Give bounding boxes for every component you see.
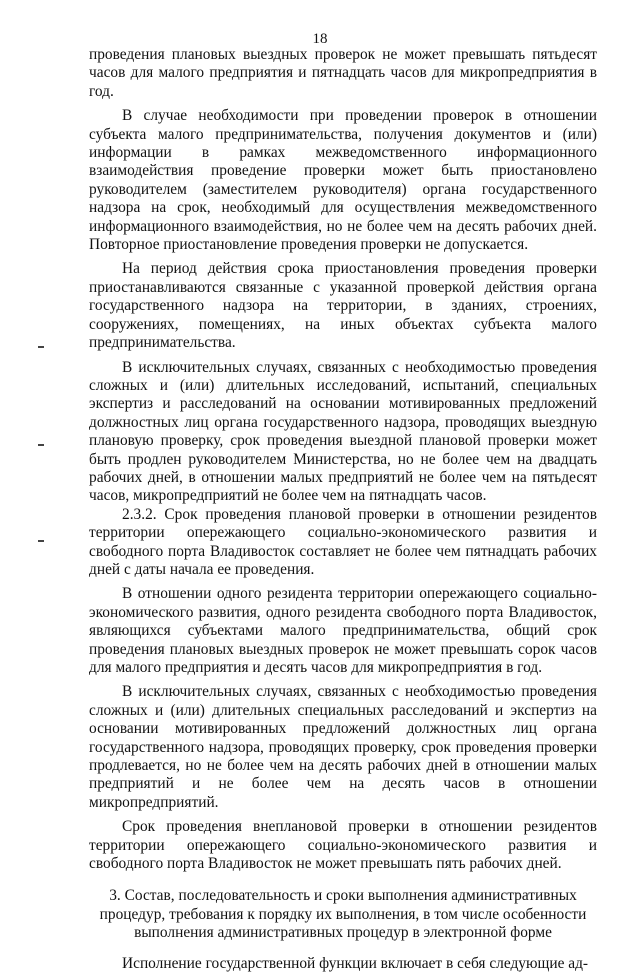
document-body <box>89 46 597 973</box>
margin-mark <box>38 444 44 446</box>
margin-mark <box>38 346 44 348</box>
page-number: 18 <box>312 31 328 47</box>
paragraph: На период действия срока приостановления проведения проверки приостанавливаются связанные с указанной проверкой действия органа государственного надзора на территории, в зданиях, строениях, сооружениях, помещениях, на иных объектах субъекта малого предпринимательства. <box>89 260 597 352</box>
paragraph: В отношении одного резидента территории опережающего социально-экономического развития, одного резидента свободного порта Владивосток, являющихся субъектами малого предпринимательства, общий срок проведения плановых выездных проверок не может превышать сорок часов для малого предприятия и десять часов для микропредприятия в год. <box>89 585 597 676</box>
paragraph: 2.3.2. Срок проведения плановой проверки в отношении резидентов территории опережающего социально-экономического развития и свободного порта Владивосток составляет не более чем пятнадцать рабочих дней с даты начала ее проведения. <box>89 505 597 578</box>
paragraph: В исключительных случаях, связанных с необходимостью проведения сложных и (или) длительных специальных расследований и экспертиз на основании мотивированных предложений должностных лиц органа государственного надзора, проводящих проверку, срок проведения проверки продлевается, но не более чем на десять рабочих дней в отношении малых предприятий и не более чем на десять часов в отношении микропредприятий. <box>89 683 597 811</box>
paragraph: Срок проведения внеплановой проверки в отношении резидентов территории опережающего социально-экономического развития и свободного порта Владивосток не может превышать пять рабочих дней. <box>89 818 597 873</box>
section-heading: 3. Состав, последовательность и сроки выполнения административных процедур, требования к порядку их выполнения, в том числе особенности выполнения административных процедур в электронной форме <box>99 887 587 942</box>
paragraph: Исполнение государственной функции включает в себя следующие ад- <box>122 954 589 972</box>
paragraph: проведения плановых выездных проверок не может превышать пятьдесят часов для малого предприятия и пятнадцать часов для микропредприятия в год. <box>89 46 597 100</box>
paragraph: В случае необходимости при проведении проверок в отношении субъекта малого предпринимательства, получения документов и (или) информации в рамках межведомственного информационного взаимодействия проведение проверки может быть приостановлено руководителем (заместителем руководителя) органа государственного надзора на срок, необходимый для осуществления межведомственного информационного взаимодействия, но не более чем на десять рабочих дней. Повторное приостановление проведения проверки не допускается. <box>89 107 597 254</box>
paragraph: В исключительных случаях, связанных с необходимостью проведения сложных и (или) длительных исследований, испытаний, специальных экспертиз и расследований на основании мотивированных предложений должностных лиц органа государственного надзора, проводящих выездную плановую проверку, срок проведения выездной плановой проверки может быть продлен руководителем Министерства, но не более чем на двадцать рабочих дней, в отношении малых предприятий не более чем на пятьдесят часов, микропредприятий не более чем на пятнадцать часов. <box>89 358 597 505</box>
margin-mark <box>38 540 44 542</box>
